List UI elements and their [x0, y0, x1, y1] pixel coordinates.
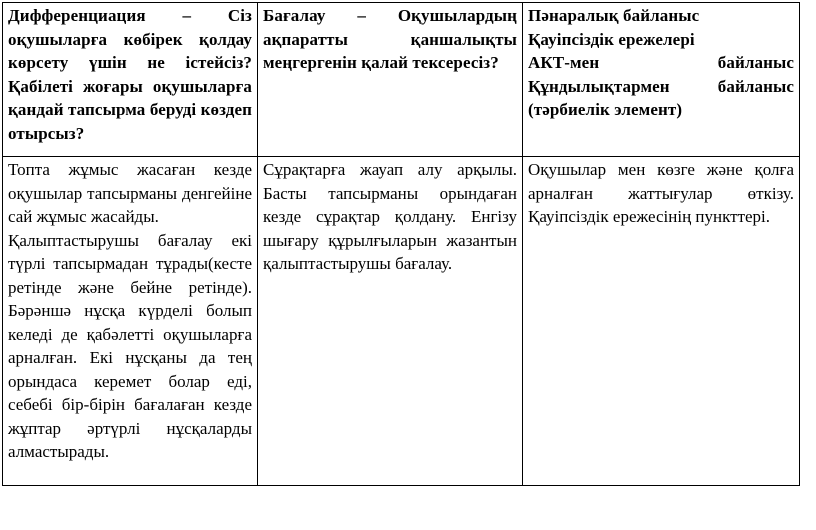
- assessment-text: Сұрақтарға жауап алу арқылы. Басты тапсырманы орындаған кезде сұрақтар қолдану. Енгізу шығару құрылғыларын жазантын қалыптастырушы бағалау.: [263, 160, 517, 273]
- lesson-plan-table: [2, 2, 800, 486]
- values-link-heading: Құндылықтармен байланыс (тәрбиелік элемент): [528, 76, 794, 119]
- body-cell-cross-curricular: [523, 157, 800, 486]
- cross-curricular-text: Оқушылар мен көзге және қолға арналған жаттығулар өткізу. Қауіпсіздік ережесінің пункттері.: [528, 160, 794, 226]
- header-cell-cross-curricular: [523, 3, 800, 157]
- ict-link-heading: АКТ-мен байланыс: [528, 53, 794, 72]
- differentiation-text: Топта жұмыс жасаған кезде оқушылар тапсырманы денгейіне сай жұмыс жасайды. Қалыптастырушы бағалау екі түрлі тапсырмадан тұрады(кесте ретінде және бейне ретінде). Бәрәншә нұсқа күрделі болып келеді де қабәлетті оқушыларға арналған. Екі нұсқаны да тең орындаса керемет болар еді, себебі бір-бірін бағалаған кезде жұптар әртүрлі нұсқаларды алмастырады.: [8, 160, 252, 461]
- cross-curricular-heading: Пәнаралық байланыс: [528, 6, 700, 25]
- header-cell-assessment: [258, 3, 523, 157]
- header-row: [3, 3, 800, 157]
- content-row: [3, 157, 800, 486]
- body-cell-assessment: [258, 157, 523, 486]
- body-cell-differentiation: [3, 157, 258, 486]
- safety-rules-heading: Қауіпсіздік ережелері: [528, 29, 695, 49]
- differentiation-heading: Дифференциация – Сіз оқушыларға көбірек қолдау көрсету үшін не істейсіз? Қабілеті жоғары оқушыларға қандай тапсырма беруді көздеп отырсыз?: [8, 6, 252, 143]
- assessment-heading: Бағалау – Оқушылардың ақпаратты қаншалықты меңгергенін қалай тексересіз?: [263, 6, 517, 72]
- header-cell-differentiation: [3, 3, 258, 157]
